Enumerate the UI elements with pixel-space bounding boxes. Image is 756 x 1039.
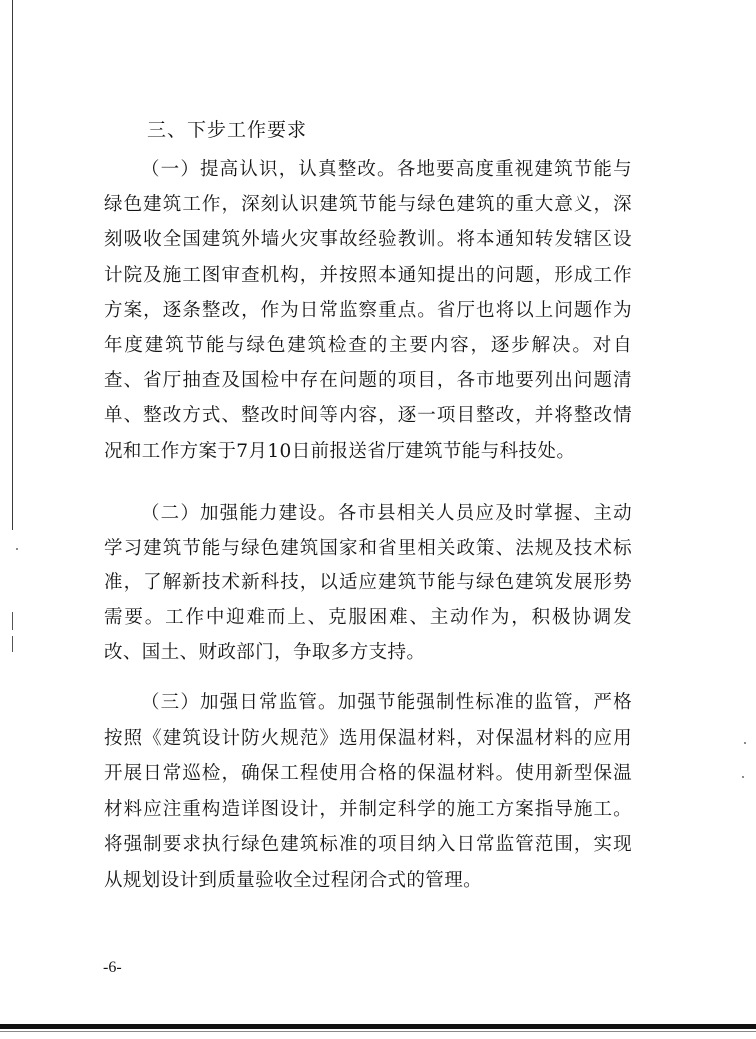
scan-speck	[16, 548, 18, 550]
scan-margin-line	[12, 0, 13, 530]
scan-margin-mark	[12, 636, 13, 652]
scan-bottom-border	[0, 1024, 756, 1029]
scan-speck	[742, 776, 744, 778]
scan-speck	[744, 742, 746, 744]
paragraph-improve-awareness: （一）提高认识，认真整改。各地要高度重视建筑节能与绿色建筑工作，深刻认识建筑节能与绿色建筑的重大意义，深刻吸收全国建筑外墙火灾事故经验教训。将本通知转发辖区设计院及施工图审查机构，并按照本通知提出的问题，形成工作方案，逐条整改，作为日常监察重点。省厅也将以上问题作为年度建筑节能与绿色建筑检查的主要内容，逐步解决。对自查、省厅抽查及国检中存在问题的项目，各市地要列出问题清单、整改方式、整改时间等内容，逐一项目整改，并将整改情况和工作方案于7月10日前报送省厅建筑节能与科技处。	[104, 159, 632, 462]
scan-margin-mark	[12, 612, 13, 630]
scan-bottom-border-thin	[0, 1031, 756, 1032]
section-heading: 三、下步工作要求	[147, 119, 308, 141]
paragraph-capacity-building: （二）加强能力建设。各市县相关人员应及时掌握、主动学习建筑节能与绿色建筑国家和省里相关政策、法规及技术标准，了解新技术新科技，以适应建筑节能与绿色建筑发展形势需要。工作中迎难而上、克服困难、主动作为，积极协调发改、国土、财政部门，争取多方支持。	[104, 503, 632, 663]
page-number: -6-	[103, 959, 122, 976]
paragraph-daily-supervision: （三）加强日常监管。加强节能强制性标准的监管，严格按照《建筑设计防火规范》选用保温材料，对保温材料的应用开展日常巡检，确保工程使用合格的保温材料。使用新型保温材料应注重构造详图设计，并制定科学的施工方案指导施工。将强制要求执行绿色建筑标准的项目纳入日常监管范围，实现从规划设计到质量验收全过程闭合式的管理。	[104, 692, 632, 891]
